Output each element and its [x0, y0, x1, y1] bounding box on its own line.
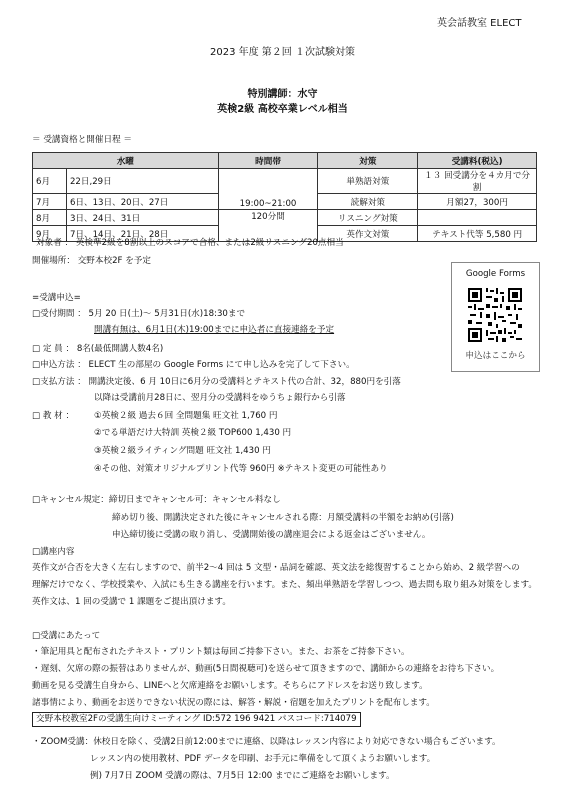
time-cell: 19:00~21:00 — [218, 169, 318, 210]
month-cell: 6月 — [33, 169, 67, 194]
dates-cell: 22日,29日 — [66, 169, 218, 194]
topic-cell: 単熟語対策 — [318, 169, 418, 194]
qr-code-icon[interactable] — [468, 288, 522, 342]
fee-line1: １３ 回受講分を４カ月で分割 — [418, 169, 537, 194]
fee-line2: 月額27，300円 — [418, 194, 537, 210]
course-line: 英作文は、1 回の受講で 1 課題をご提出頂けます。 — [32, 597, 231, 607]
cancel-line: 締め切り後、開講決定された後にキャンセルされる際：月額受講料の半額をお納め(引落) — [112, 513, 454, 523]
application-period: □受付期間 ： 5月 20 日(土)～ 5月31日(水)18:30まで — [32, 309, 246, 319]
header-wednesday: 水曜 — [33, 153, 219, 169]
month-cell: 8月 — [33, 210, 67, 226]
period-note: 開講有無は、6月1日(木)19:00までに申込者に直接連絡を予定 — [94, 325, 335, 335]
payment-method: □支払方法 ： 開講決定後、6 月 10日に6月分の受講料とテキスト代の合計、32，880円を引落 — [32, 377, 401, 387]
cancel-line: 申込締切後に受講の取り消し、受講開始後の講座退会による返金はございません。 — [112, 530, 431, 540]
page-title: 2023 年度 第２回 １次試験対策 — [210, 47, 355, 58]
month-cell: 9月 — [33, 226, 67, 242]
meeting-info-box: 交野本校教室2Fの受講生向けミーティング ID:572 196 9421 パスコード:714079 — [32, 712, 361, 727]
fee-text: テキスト代等 5,580 円 — [418, 226, 537, 242]
dates-cell: 6日、13日、20日、27日 — [66, 194, 218, 210]
header-time: 時間帯 — [218, 153, 318, 169]
zoom-line: ・ZOOM受講：休校日を除く、受講2日前12:00までに連絡、以降はレッスン内容により対応できない場合もございます。 — [32, 737, 501, 747]
zoom-line: レッスン内の使用教材、PDF データを印刷、お手元に準備をして頂くようお願いします。 — [90, 754, 436, 764]
schedule-table — [32, 152, 537, 242]
notes-line: ・遅刻、欠席の際の振替はありませんが、動画(5日間視聴可)を送らせて頂きますので、講師からの連絡をお待ち下さい。 — [32, 664, 500, 674]
course-title: □講座内容 — [32, 547, 75, 557]
google-forms-caption: 申込はここから — [465, 351, 526, 361]
cancel-title: □キャンセル規定：締切日までキャンセル可：キャンセル料なし — [32, 495, 281, 505]
lecturer: 特別講師：水守 — [247, 89, 318, 100]
material-item: ③英検２級ライティング問題 旺文社 1,430 円 — [94, 446, 271, 456]
material-item: ④その他、対策オリジナルプリント代等 960円 ※テキスト変更の可能性あり — [94, 464, 388, 474]
course-line: 理解だけでなく、学校授業や、入試にも生きる講座を行います。また、頻出単熟語を学習しつつ、過去問も取り組み対策をします。 — [32, 580, 537, 590]
duration-cell: 120分間 — [218, 210, 318, 242]
material-item: ②でる単語だけ大特訓 英検２級 TOP600 1,430 円 — [94, 428, 292, 438]
google-forms-title: Google Forms — [465, 269, 526, 279]
topic-cell: 英作文対策 — [318, 226, 418, 242]
payment-note: 以降は受講前月28日に、翌月分の受講料をゆうちょ銀行から引落 — [94, 393, 346, 403]
topic-cell: 読解対策 — [318, 194, 418, 210]
table-header-row — [33, 153, 537, 169]
eligibility: 対象者 ： 英検準2級を8割以上のスコアで合格、または2級リスニング20点相当 — [36, 238, 344, 248]
month-cell: 7月 — [33, 194, 67, 210]
schedule-section-title: ＝ 受講資格と開催日程 ＝ — [32, 135, 132, 145]
course-line: 英作文が合否を大きく左右しますので、前半2～4 回は 5 文型・品詞を確認、英文法を総復習することから始め、2 級学習への — [32, 563, 520, 573]
application-section-title: =受講申込= — [32, 293, 81, 303]
dates-cell: 7日、14日、21日、28日 — [66, 226, 218, 242]
material-item: ①英検２級 過去６回 全問題集 旺文社 1,760 円 — [94, 411, 278, 421]
notes-line: 動画を見る受講生自身から、LINEへと欠席連絡をお願いします。そちらにアドレスをお送り致します。 — [32, 681, 428, 691]
header-fee: 受講料(税込) — [418, 153, 537, 169]
notes-line: ・筆記用具と配布されたテキスト・プリント類は毎回ご持参下さい。また、お茶をご持参下さい。 — [32, 647, 410, 657]
zoom-line: 例) 7月7日 ZOOM 受講の際は、7月5日 12:00 までにご連絡をお願いします。 — [90, 771, 395, 781]
application-method: □申込方法 ： ELECT 生の部屋の Google Forms にて申し込みを完了して下さい。 — [32, 360, 355, 370]
org-name: 英会話教室 ELECT — [437, 18, 522, 29]
notes-title: □受講にあたって — [32, 631, 101, 641]
table-row — [33, 210, 537, 226]
table-row — [33, 169, 537, 194]
topic-cell: リスニング対策 — [318, 210, 418, 226]
google-forms-box[interactable] — [451, 262, 540, 372]
dates-cell: 3日、24日、31日 — [66, 210, 218, 226]
capacity: □ 定 員 ： 8名(最低開講人数4名) — [32, 344, 164, 354]
venue: 開催場所： 交野本校2F を予定 — [32, 256, 151, 266]
level: 英検2級 高校卒業レベル相当 — [217, 104, 348, 115]
materials-label: □ 教 材 ： — [32, 411, 75, 421]
notes-line: 諸事情により、動画をお送りできない状況の際には、解答・解説・宿題を加えたプリントを配布します。 — [32, 698, 435, 708]
header-topic: 対策 — [318, 153, 418, 169]
